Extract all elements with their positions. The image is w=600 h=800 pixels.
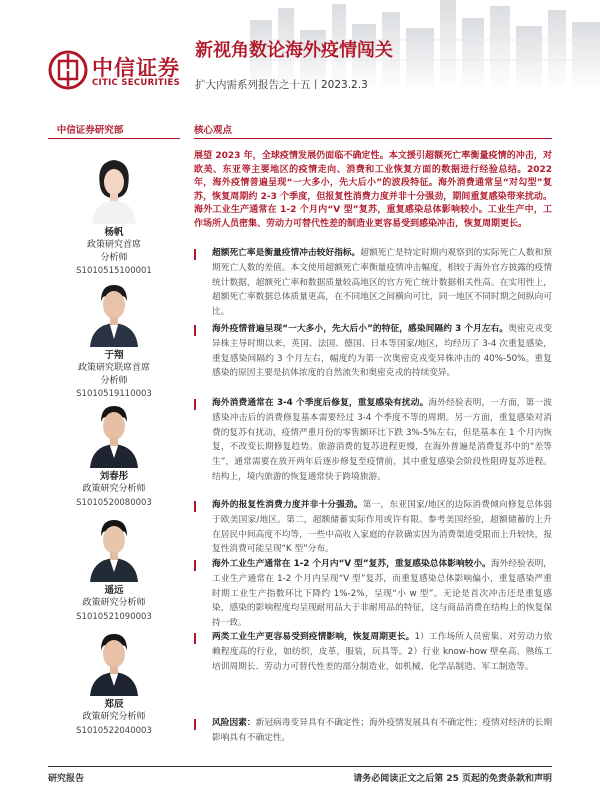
point-marker bbox=[194, 325, 196, 336]
key-point bbox=[194, 716, 552, 746]
analyst-name: 遥远 bbox=[104, 585, 124, 596]
analyst-certificate: S1010520080003 bbox=[76, 497, 152, 508]
analyst-role: 分析师 bbox=[100, 375, 128, 386]
point-marker bbox=[194, 399, 196, 410]
analyst-certificate: S1010519110003 bbox=[76, 389, 152, 399]
analyst-role: 政策研究分析师 bbox=[82, 484, 146, 494]
analyst-certificate: S1010515100001 bbox=[76, 266, 152, 276]
point-text bbox=[212, 396, 552, 485]
key-point bbox=[194, 630, 552, 674]
key-point bbox=[194, 498, 552, 557]
point-marker bbox=[194, 249, 196, 260]
analyst-card bbox=[48, 394, 180, 510]
footer-disclaimer: 请务必阅读正文之后第 25 页起的免责条款和声明 bbox=[353, 774, 552, 784]
point-text bbox=[212, 246, 552, 320]
point-marker bbox=[194, 719, 196, 730]
point-heading: 海外疫情普遍呈现“一大多小，先大后小”的特征，感染间隔约 3 个月左右。 bbox=[212, 324, 509, 334]
key-point bbox=[194, 557, 552, 631]
point-body: 奥密克戎变异株主导时期以来，英国、法国、德国、日本等国家/地区，均经历了 3-4 次重复感染，重复感染间隔约 3 个月左右，幅度约为第一次奥密克戎变异株冲击的 40%-50%。重复感染的原因主要是抗体浓度的自然流失和奥密克戎的持续变异。 bbox=[212, 324, 553, 379]
point-text bbox=[212, 716, 552, 746]
citic-logo-mark-icon bbox=[48, 50, 88, 90]
analyst-photo-icon bbox=[86, 150, 142, 224]
divider bbox=[48, 138, 180, 139]
analyst-role: 政策研究联席首席 bbox=[77, 363, 150, 373]
analyst-card bbox=[48, 508, 180, 624]
report-subtitle: 扩大内需系列报告之十五丨2023.2.3 bbox=[195, 79, 368, 91]
point-body: 超额死亡是特定时期内观察到的实际死亡人数和预期死亡人数的差值。本文使用超额死亡率衡量疫情冲击幅度，相较于海外官方披露的疫情统计数据，超额死亡率和数据质量较高地区的官方死亡统计数据相关性高。在实用性上，超额死亡率数据总体质量更高，在不同地区之间横向可比，同一地区不同时期之间纵向可比。 bbox=[212, 248, 552, 318]
summary-paragraph: 展望 2023 年，全球疫情发展仍面临不确定性。本文援引超额死亡率衡量疫情的冲击，对欧美、东亚等主要地区的疫情走向、消费和工业恢复方面的数据进行经验总结。2022 年，海外疫情普遍呈现“一大多小，先大后小”的波段特征。海外消费通常呈“对勾型”复苏，恢复周期约 2-3 个季度，但报复性消费力度并非十分强劲，期间重复感染带来扰动。海外工业生产通常在 1-2 个月内“V 型”复苏，重复感染总体影响较小。工业生产中，工作场所人员密集、劳动力可替代性差的制造业更容易受到感染冲击，恢复周期更长。 bbox=[194, 151, 552, 229]
report-title: 新视角数论海外疫情闯关 bbox=[195, 40, 393, 61]
point-body: 海外经验表明，工业生产通常在 1-2 个月内呈现“V 型”复苏，而重复感染总体影响偏小，重复感染严重时期工业生产指数环比下降约 1%-2%，呈现“小 w 型”。无论是首次冲击还是重复感染，感染的影响程度均呈现耐用品大于非耐用品的特征，这与商品消费在结构上的恢复保持一致。 bbox=[212, 559, 552, 629]
footer-report-type: 研究报告 bbox=[48, 774, 85, 784]
analyst-card bbox=[48, 622, 180, 738]
institute-name: 中信证券研究部 bbox=[56, 125, 124, 136]
point-body: 海外经验表明，一方面，第一波感染冲击后的消费修复基本需要经过 3-4 个季度不等的周期。另一方面，重复感染对消费的复苏有扰动，疫情严重月份的零售额环比下跌 3%-5%左右，但是基本在 1 个月内恢复，不改变长期修复趋势。旅游消费的复苏进程更慢，在海外普遍是消费复苏中的“差等生”，通常需要在放开两年后逐步修复至疫情前，其中重复感染会阶段性阻碍复苏进程。结构上，境内旅游的恢复通常快于跨境旅游。 bbox=[212, 398, 552, 482]
point-heading: 海外工业生产通常在 1-2 个月内“V 型”复苏，重复感染总体影响较小。 bbox=[212, 559, 491, 569]
logo-english-name: CITIC SECURITIES bbox=[92, 78, 181, 88]
analyst-role: 政策研究分析师 bbox=[82, 712, 146, 722]
point-marker bbox=[194, 633, 196, 644]
point-heading: 两类工业生产更容易受到疫情影响，恢复周期更长。 bbox=[212, 632, 415, 642]
analyst-name: 郑辰 bbox=[104, 699, 124, 710]
point-text bbox=[212, 322, 552, 381]
divider bbox=[194, 138, 552, 139]
point-heading: 海外消费通常在 3-4 个季度后修复，重复感染有扰动。 bbox=[212, 398, 429, 408]
analyst-role: 政策研究分析师 bbox=[82, 598, 146, 608]
analyst-card bbox=[48, 150, 180, 278]
point-heading: 超额死亡率是衡量疫情冲击较好指标。 bbox=[212, 248, 361, 258]
analyst-name: 刘春彤 bbox=[99, 471, 129, 482]
key-point bbox=[194, 396, 552, 485]
analyst-certificate: S1010521090003 bbox=[76, 611, 152, 622]
analyst-role: 分析师 bbox=[100, 252, 128, 263]
core-views-heading: 核心观点 bbox=[194, 125, 233, 136]
key-point bbox=[194, 322, 552, 381]
analyst-certificate: S1010522040003 bbox=[76, 725, 152, 736]
point-text bbox=[212, 630, 552, 674]
logo-chinese-name: 中信证券 bbox=[92, 56, 180, 80]
key-point bbox=[194, 246, 552, 320]
point-text bbox=[212, 557, 552, 631]
point-text bbox=[212, 498, 552, 557]
point-body: 1）工作场所人员密集、对劳动力依赖程度高的行业，如纺织，皮革，服装，玩具等。2）行业 know-how 壁垒高、熟练工培训周期长、劳动力可替代性差的部分制造业，如机械、化学品制造、军工制造等。 bbox=[212, 632, 553, 672]
analyst-name: 于翔 bbox=[104, 350, 124, 361]
analyst-photo-icon bbox=[86, 508, 142, 582]
analyst-photo-icon bbox=[86, 273, 142, 347]
analyst-photo-icon bbox=[86, 394, 142, 468]
footer-divider bbox=[48, 766, 552, 767]
point-marker bbox=[194, 501, 196, 512]
point-heading: 风险因素： bbox=[212, 718, 256, 728]
analyst-photo-icon bbox=[86, 622, 142, 696]
analyst-card bbox=[48, 273, 180, 401]
point-body: 第一，东亚国家/地区的边际消费倾向修复总体弱于欧美国家/地区。第二，超额储蓄实际作用或许有限。参考美国经验，超额储蓄的上升在居民中间高度不均等，一些中高收入家庭的存款确实因为消费渠道受限而上升较快，报复性消费可能呈现“K 型”分布。 bbox=[212, 500, 552, 555]
citic-logo bbox=[48, 50, 198, 96]
point-body: 新冠病毒变异具有不确定性；海外疫情发展具有不确定性；疫情对经济的长期影响具有不确定性。 bbox=[212, 718, 552, 743]
point-heading: 海外的报复性消费力度并非十分强劲。 bbox=[212, 500, 363, 510]
point-marker bbox=[194, 560, 196, 571]
analyst-role: 政策研究首席 bbox=[86, 240, 141, 250]
analyst-name: 杨帆 bbox=[104, 227, 124, 238]
